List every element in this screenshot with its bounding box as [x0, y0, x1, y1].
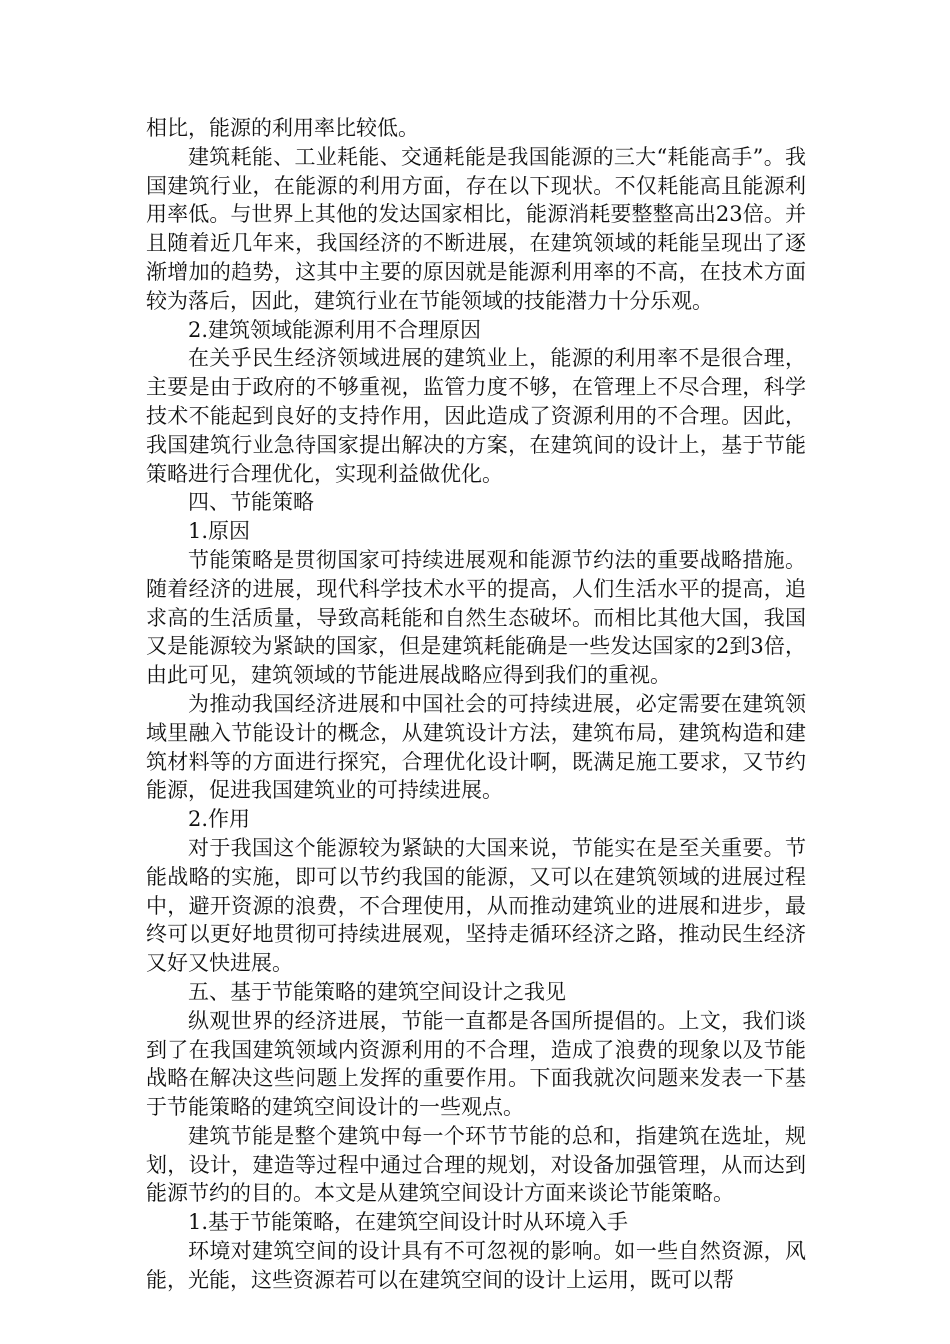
paragraph-continuation: 相比，能源的利用率比较低。: [146, 116, 419, 140]
paragraph-energy-consumption: 建筑耗能、工业耗能、交通耗能是我国能源的三大“耗能高手”。我国建筑行业，在能源的利用方面，存在以下现状。不仅耗能高且能源利用率低。与世界上其他的发达国家相比，能源消耗要整整高出23倍。并且随着近几年来，我国经济的不断进展，在建筑领域的耗能呈现出了逐渐增加的趋势，这其中主要的原因就是能源利用率的不高，在技术方面较为落后，因此，建筑行业在节能领域的技能潜力十分乐观。: [146, 144, 806, 313]
section-heading-energy-strategy: 四、节能策略: [188, 490, 314, 515]
paragraph-unreasonable-causes: 在关乎民生经济领域进展的建筑业上，能源的利用率不是很合理，主要是由于政府的不够重视，监管力度不够，在管理上不尽合理，科学技术不能起到良好的支持作用，因此造成了资源利用的不合理。因此，我国建筑行业急待国家提出解决的方案，在建筑间的设计上，基于节能策略进行合理优化，实现利益做优化。: [146, 346, 806, 486]
subheading-environment: 1.基于节能策略，在建筑空间设计时从环境入手: [188, 1210, 629, 1235]
subheading-role: 2.作用: [188, 807, 251, 832]
paragraph-building-energy-definition: 建筑节能是整个建筑中每一个环节节能的总和，指建筑在选址，规划，设计，建造等过程中通过合理的规划，对设备加强管理，从而达到能源节约的目的。本文是从建筑空间设计方面来谈论节能策略。: [146, 1123, 806, 1206]
paragraph-sustainable-development: 为推动我国经济进展和中国社会的可持续进展，必定需要在建筑领域里融入节能设计的概念，从建筑设计方法，建筑布局，建筑构造和建筑材料等的方面进行探究，合理优化设计啊，既满足施工要求，又节约能源，促进我国建筑业的可持续进展。: [146, 691, 806, 803]
paragraph-environment: 环境对建筑空间的设计具有不可忽视的影响。如一些自然资源，风能，光能，这些资源若可以在建筑空间的设计上运用，既可以帮: [146, 1239, 806, 1292]
section-heading-unreasonable-causes: 2.建筑领域能源利用不合理原因: [188, 317, 482, 342]
subheading-reasons: 1.原因: [188, 519, 251, 544]
section-heading-space-design: 五、基于节能策略的建筑空间设计之我见: [188, 979, 566, 1004]
paragraph-world-economy: 纵观世界的经济进展，节能一直都是各国所提倡的。上文，我们谈到了在我国建筑领域内资源利用的不合理，造成了浪费的现象以及节能战略在解决这些问题上发挥的重要作用。下面我就次问题来发表一下基于节能策略的建筑空间设计的一些观点。: [146, 1008, 806, 1120]
paragraph-strategy-role: 对于我国这个能源较为紧缺的大国来说，节能实在是至关重要。节能战略的实施，即可以节约我国的能源，又可以在建筑领域的进展过程中，避开资源的浪费，不合理使用，从而推动建筑业的进展和进步，最终可以更好地贯彻可持续进展观，坚持走循环经济之路，推动民生经济又好又快进展。: [146, 835, 806, 976]
document-body: [146, 114, 806, 1295]
paragraph-strategy-reasons: 节能策略是贯彻国家可持续进展观和能源节约法的重要战略措施。随着经济的进展，现代科学技术水平的提高，人们生活水平的提高，追求高的生活质量，导致高耗能和自然生态破坏。而相比其他大国，我国又是能源较为紧缺的国家，但是建筑耗能确是一些发达国家的2到3倍，由此可见，建筑领域的节能进展战略应得到我们的重视。: [146, 547, 806, 688]
